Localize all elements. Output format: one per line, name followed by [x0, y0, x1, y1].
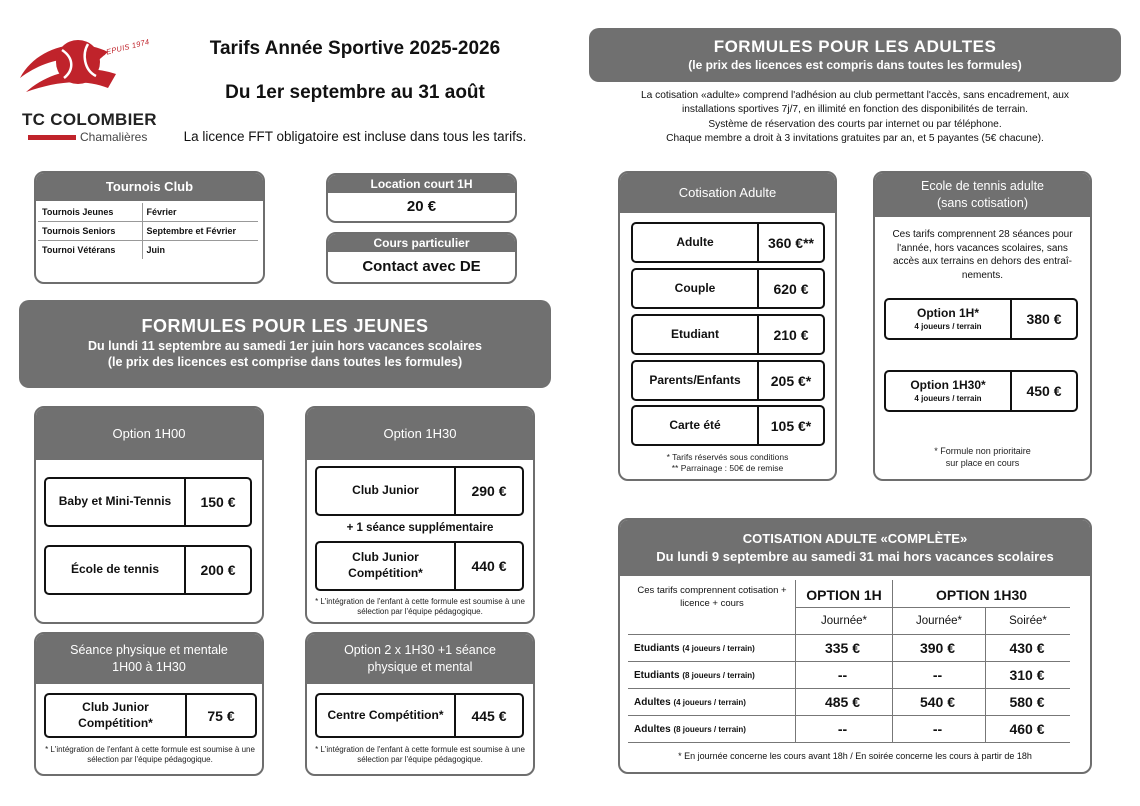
adultes-subtitle: (le prix des licences est compris dans toutes les formules)	[688, 58, 1022, 72]
ecole-adulte-title: Ecole de tennis adulte	[920, 179, 1044, 193]
price-label: Etudiant	[671, 326, 719, 341]
col-journee: Journée*	[820, 615, 868, 627]
table-row	[628, 689, 1070, 716]
price-row-couple	[631, 268, 825, 309]
price-label: Couple	[674, 280, 716, 295]
row-sub: (4 joueurs / terrain)	[673, 697, 746, 707]
row-sub: (8 joueurs / terrain)	[682, 670, 755, 680]
option-1h30-title: Option 1H30	[307, 408, 533, 460]
adultes-desc-line: La cotisation «adulte» comprend l'adhésion au club permettant l'accès, sans encadrement, aux	[640, 90, 1070, 101]
price-label: Adulte	[676, 234, 714, 249]
complete-footnote: * En journée concerne les cours avant 18h / En soirée concerne les cours à partir de 18h	[678, 751, 1032, 761]
price-row-club-junior-competition	[315, 541, 524, 591]
location-box	[326, 173, 517, 223]
logo-since: DEPUIS 1974	[99, 37, 151, 58]
location-price: 20 €	[406, 198, 437, 215]
price-value: 200 €	[184, 547, 250, 593]
cell-value: 580 €	[984, 689, 1070, 716]
row-name: Etudiants	[634, 669, 680, 681]
ecole-adulte-notes	[873, 446, 1092, 469]
table-row	[628, 662, 1070, 689]
cours-value: Contact avec DE	[362, 258, 481, 275]
table-row	[38, 241, 258, 260]
adultes-desc-line: Chaque membre a droit à 3 invitations gratuites par an, et 5 payantes (5€ chacune).	[666, 133, 1044, 145]
price-row-centre-competition	[315, 693, 524, 738]
row-label	[628, 716, 794, 743]
tournoi-name: Tournois Jeunes	[38, 203, 142, 222]
season-dates: Du 1er septembre au 31 août	[225, 82, 485, 103]
row-label	[628, 635, 794, 662]
price-row-physique	[44, 693, 257, 738]
tournoi-when: Février	[142, 203, 258, 222]
extra-session: + 1 séance supplémentaire	[346, 522, 494, 534]
price-label: Option 1H*	[917, 306, 979, 320]
licence-note: La licence FFT obligatoire est incluse dans tous les tarifs.	[183, 129, 527, 144]
opt2x-note: * L'intégration de l'enfant à cette formule est soumise à une sélection par l'équipe pédagogique.	[315, 745, 525, 765]
price-row-baby	[44, 477, 252, 527]
price-label: Club Junior	[352, 483, 419, 498]
price-value: 105 €*	[757, 407, 823, 444]
price-value: 150 €	[184, 479, 250, 525]
cell-value: --	[891, 716, 984, 743]
jeunes-line1: Du lundi 11 septembre au samedi 1er juin hors vacances scolaires	[88, 339, 482, 353]
tournoi-when: Septembre et Février	[142, 222, 258, 241]
jeunes-banner	[19, 300, 551, 388]
adultes-desc-line: Système de réservation des courts par internet ou par téléphone.	[708, 118, 1002, 130]
cell-value: 430 €	[984, 635, 1070, 662]
table-row	[628, 635, 1070, 662]
cell-value: 460 €	[984, 716, 1070, 743]
row-sub: (8 joueurs / terrain)	[673, 724, 746, 734]
cell-value: --	[891, 662, 984, 689]
price-row-adulte	[631, 222, 825, 263]
price-value: 205 €*	[757, 362, 823, 399]
option-1h30-header: OPTION 1H30	[893, 582, 1070, 608]
page-title: Tarifs Année Sportive 2025-2026	[209, 38, 501, 59]
tournoi-when: Juin	[146, 245, 166, 255]
option-1h-header: OPTION 1H	[796, 582, 892, 608]
price-value: 445 €	[454, 695, 522, 736]
table-row	[38, 222, 258, 241]
price-row-option-1h30	[884, 370, 1078, 412]
opt1h30-note: * L'intégration de l'enfant à cette formule est soumise à une sélection par l'équipe pédagogique.	[315, 597, 525, 617]
price-label: École de tennis	[70, 562, 160, 577]
price-label: Option 1H30*	[910, 378, 986, 392]
price-label: Carte été	[669, 417, 721, 432]
tournoi-name: Tournois Seniors	[38, 222, 142, 241]
table-row	[628, 716, 1070, 743]
cotisation-adulte-title: Cotisation Adulte	[620, 173, 835, 213]
cell-value: 335 €	[794, 635, 891, 662]
price-row-ecole	[44, 545, 252, 595]
adultes-description	[589, 89, 1121, 147]
price-sublabel: 4 joueurs / terrain	[914, 321, 982, 331]
row-label	[628, 689, 794, 716]
cotisation-notes	[618, 452, 837, 474]
cell-value: 390 €	[891, 635, 984, 662]
row-name: Adultes	[634, 696, 671, 708]
price-row-option-1h	[884, 298, 1078, 340]
cours-title: Cours particulier	[328, 234, 515, 252]
cours-box	[326, 232, 517, 284]
complete-table	[628, 634, 1070, 743]
table-row	[38, 203, 258, 222]
price-label: Club Junior Compétition*	[348, 550, 423, 580]
jeunes-title: FORMULES POUR LES JEUNES	[141, 316, 429, 336]
row-label	[628, 662, 794, 689]
row-name: Etudiants	[634, 642, 680, 654]
ecole-note: * Formule non prioritaire	[934, 446, 1031, 456]
cell-value: --	[794, 662, 891, 689]
price-value: 210 €	[757, 316, 823, 353]
price-row-club-junior	[315, 466, 524, 516]
price-label: Centre Compétition*	[327, 707, 444, 722]
physique-note: * L'intégration de l'enfant à cette formule est soumise à une sélection par l'équipe pédagogique.	[45, 745, 255, 765]
logo-bar	[28, 135, 76, 140]
row-sub: (4 joueurs / terrain)	[682, 643, 755, 653]
price-value: 380 €	[1010, 300, 1076, 338]
cell-value: 485 €	[794, 689, 891, 716]
jeunes-line2: (le prix des licences est comprise dans toutes les formules)	[107, 355, 463, 369]
option-1h-label	[886, 300, 1010, 338]
location-title: Location court 1H	[328, 175, 515, 193]
cotisation-note: * Tarifs réservés sous conditions	[666, 452, 789, 462]
ecole-adulte-header	[875, 173, 1090, 217]
price-value: 290 €	[454, 468, 522, 514]
price-sublabel: 4 joueurs / terrain	[914, 393, 982, 403]
option-1h00-title: Option 1H00	[36, 408, 262, 460]
price-label: Club Junior Compétition*	[78, 699, 153, 730]
price-row-etudiant	[631, 314, 825, 355]
price-value: 620 €	[757, 270, 823, 307]
tournois-table	[38, 203, 258, 259]
cell-value: --	[794, 716, 891, 743]
tournoi-name: Tournoi Vétérans	[38, 241, 142, 260]
adultes-banner	[589, 28, 1121, 82]
adultes-desc-line: installations sportives 7j/7, en illimité en fonction des disponibilités de terrain.	[682, 104, 1028, 116]
complete-intro: Ces tarifs comprennent cotisation + licence + cours	[637, 585, 787, 609]
price-label: Parents/Enfants	[649, 372, 741, 387]
price-value: 440 €	[454, 543, 522, 589]
option-1h30-label	[886, 372, 1010, 410]
tournois-title: Tournois Club	[36, 173, 263, 201]
row-name: Adultes	[634, 723, 671, 735]
cell-value: 310 €	[984, 662, 1070, 689]
seance-physique-title: Séance physique et mentale 1H00 à 1H30	[36, 634, 262, 684]
price-value: 450 €	[1010, 372, 1076, 410]
cotisation-complete-subtitle: Du lundi 9 septembre au samedi 31 mai hors vacances scolaires	[656, 549, 1054, 565]
col-journee: Journée*	[915, 615, 963, 627]
price-value: 75 €	[185, 695, 255, 736]
price-label: Baby et Mini-Tennis	[58, 494, 172, 509]
cotisation-complete-title: COTISATION ADULTE «COMPLÈTE»	[742, 531, 968, 546]
option-2x1h30-title: Option 2 x 1H30 +1 séance physique et mental	[307, 634, 533, 684]
logo-name: TC COLOMBIER	[22, 110, 157, 129]
cell-value: 540 €	[891, 689, 984, 716]
ecole-adulte-desc: Ces tarifs comprennent 28 séances pour l'année, hors vacances scolaires, sans accès aux terrains en dehors des entraî-nements.	[892, 229, 1073, 281]
price-row-parents-enfants	[631, 360, 825, 401]
cotisation-complete-header	[620, 520, 1090, 576]
cotisation-note: ** Parrainage : 50€ de remise	[671, 463, 784, 474]
col-soiree: Soirée*	[1009, 615, 1047, 627]
logo-city: Chamalières	[80, 130, 148, 144]
ecole-adulte-subtitle: (sans cotisation)	[936, 195, 1028, 210]
price-value: 360 €**	[757, 224, 823, 261]
adultes-title: FORMULES POUR LES ADULTES	[713, 37, 997, 56]
ecole-note: sur place en cours	[945, 457, 1020, 468]
price-row-carte-ete	[631, 405, 825, 446]
